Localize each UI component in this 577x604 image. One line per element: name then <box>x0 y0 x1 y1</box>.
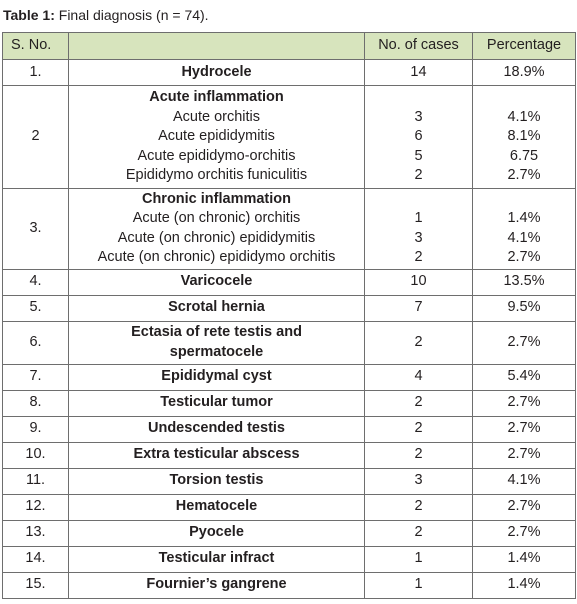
table-row <box>3 295 576 321</box>
percentage-cell: 2.7% <box>473 442 576 468</box>
header-diagnosis <box>69 33 365 60</box>
table-row <box>3 494 576 520</box>
cases-cell: 4 <box>365 364 473 390</box>
diagnosis-cell <box>69 86 365 189</box>
sub-percentage: 1.4% <box>507 210 541 226</box>
sno-cell: 10. <box>3 442 69 468</box>
percentage-cell: 9.5% <box>473 295 576 321</box>
header-row <box>3 33 576 60</box>
percentage-cell: 1.4% <box>473 546 576 572</box>
sno-cell: 5. <box>3 295 69 321</box>
diagnosis-cell: Hematocele <box>69 494 365 520</box>
diagnosis-cell: Testicular infract <box>69 546 365 572</box>
table-row <box>3 416 576 442</box>
percentage-cell: 2.7% <box>473 494 576 520</box>
sub-percentage: 6.75 <box>509 147 539 164</box>
sub-percentage: 2.7% <box>507 167 541 183</box>
diagnosis-line: Ectasia of rete testis and <box>131 324 302 340</box>
sno-cell: 1. <box>3 60 69 86</box>
sno-cell: 13. <box>3 520 69 546</box>
diagnosis-cell <box>69 188 365 269</box>
table-row <box>3 546 576 572</box>
percentage-cell <box>473 86 576 189</box>
percentage-cell: 1.4% <box>473 572 576 598</box>
cases-cell: 3 <box>365 468 473 494</box>
sno-cell: 9. <box>3 416 69 442</box>
cases-cell: 2 <box>365 390 473 416</box>
percentage-cell <box>473 188 576 269</box>
sub-cases: 1 <box>414 210 423 226</box>
sub-cases: 2 <box>414 249 423 265</box>
sno-cell: 6. <box>3 321 69 364</box>
table-row <box>3 390 576 416</box>
sub-percentage: 4.1% <box>507 229 541 246</box>
sno-cell: 11. <box>3 468 69 494</box>
cases-cell: 2 <box>365 442 473 468</box>
sub-percentage: 4.1% <box>507 108 541 125</box>
sno-cell: 3. <box>3 188 69 269</box>
sub-diagnosis: Acute (on chronic) orchitis <box>132 210 301 226</box>
percentage-cell: 2.7% <box>473 321 576 364</box>
percentage-cell: 2.7% <box>473 520 576 546</box>
cases-cell: 2 <box>365 494 473 520</box>
diagnosis-cell: Fournier’s gangrene <box>69 572 365 598</box>
table-caption <box>3 6 209 24</box>
sub-cases: 2 <box>414 167 423 183</box>
cases-cell: 2 <box>365 520 473 546</box>
percentage-cell: 4.1% <box>473 468 576 494</box>
percentage-cell: 13.5% <box>473 269 576 295</box>
sub-diagnosis: Epididymo orchitis funiculitis <box>125 167 308 183</box>
diagnosis-line: spermatocele <box>169 343 264 360</box>
percentage-cell: 2.7% <box>473 416 576 442</box>
table-row <box>3 321 576 364</box>
cases-cell: 2 <box>365 321 473 364</box>
cases-cell <box>365 188 473 269</box>
percentage-cell: 5.4% <box>473 364 576 390</box>
table-row <box>3 468 576 494</box>
sub-diagnosis: Acute (on chronic) epididymitis <box>117 229 316 246</box>
sub-cases: 6 <box>414 128 423 144</box>
sub-cases: 5 <box>414 147 423 164</box>
sub-cases: 3 <box>414 229 423 246</box>
diagnosis-cell <box>69 321 365 364</box>
diagnosis-cell: Hydrocele <box>69 60 365 86</box>
sub-diagnosis: Acute epididymo-orchitis <box>137 147 296 164</box>
diagnosis-cell: Varicocele <box>69 269 365 295</box>
group-title: Acute inflammation <box>149 89 284 105</box>
table-row <box>3 572 576 598</box>
header-cases: No. of cases <box>365 33 473 60</box>
diagnosis-cell: Pyocele <box>69 520 365 546</box>
cases-cell: 10 <box>365 269 473 295</box>
sub-cases: 3 <box>414 108 423 125</box>
sno-cell: 2 <box>3 86 69 189</box>
sub-diagnosis: Acute epididymitis <box>158 128 275 144</box>
sno-cell: 14. <box>3 546 69 572</box>
sub-diagnosis: Acute orchitis <box>172 108 261 125</box>
diagnosis-cell: Testicular tumor <box>69 390 365 416</box>
diagnosis-table <box>2 32 576 599</box>
percentage-cell: 2.7% <box>473 390 576 416</box>
table-row <box>3 188 576 269</box>
table-row <box>3 520 576 546</box>
percentage-cell: 18.9% <box>473 60 576 86</box>
table-row <box>3 86 576 189</box>
cases-cell: 1 <box>365 572 473 598</box>
diagnosis-cell: Extra testicular abscess <box>69 442 365 468</box>
sno-cell: 8. <box>3 390 69 416</box>
header-percentage: Percentage <box>473 33 576 60</box>
sub-diagnosis: Acute (on chronic) epididymo orchitis <box>97 249 336 265</box>
sno-cell: 4. <box>3 269 69 295</box>
header-sno: S. No. <box>3 33 69 60</box>
cases-cell: 2 <box>365 416 473 442</box>
diagnosis-cell: Undescended testis <box>69 416 365 442</box>
table-row <box>3 60 576 86</box>
sno-cell: 15. <box>3 572 69 598</box>
caption-label: Table 1: <box>3 7 55 23</box>
diagnosis-cell: Scrotal hernia <box>69 295 365 321</box>
cases-cell <box>365 86 473 189</box>
table-row <box>3 364 576 390</box>
sub-percentage: 8.1% <box>507 128 541 144</box>
sub-percentage: 2.7% <box>507 249 541 265</box>
caption-text: Final diagnosis (n = 74). <box>54 7 209 23</box>
diagnosis-cell: Torsion testis <box>69 468 365 494</box>
sno-cell: 12. <box>3 494 69 520</box>
diagnosis-cell: Epididymal cyst <box>69 364 365 390</box>
group-title: Chronic inflammation <box>141 190 292 207</box>
cases-cell: 1 <box>365 546 473 572</box>
table-row <box>3 442 576 468</box>
cases-cell: 7 <box>365 295 473 321</box>
sno-cell: 7. <box>3 364 69 390</box>
cases-cell: 14 <box>365 60 473 86</box>
table-row <box>3 269 576 295</box>
